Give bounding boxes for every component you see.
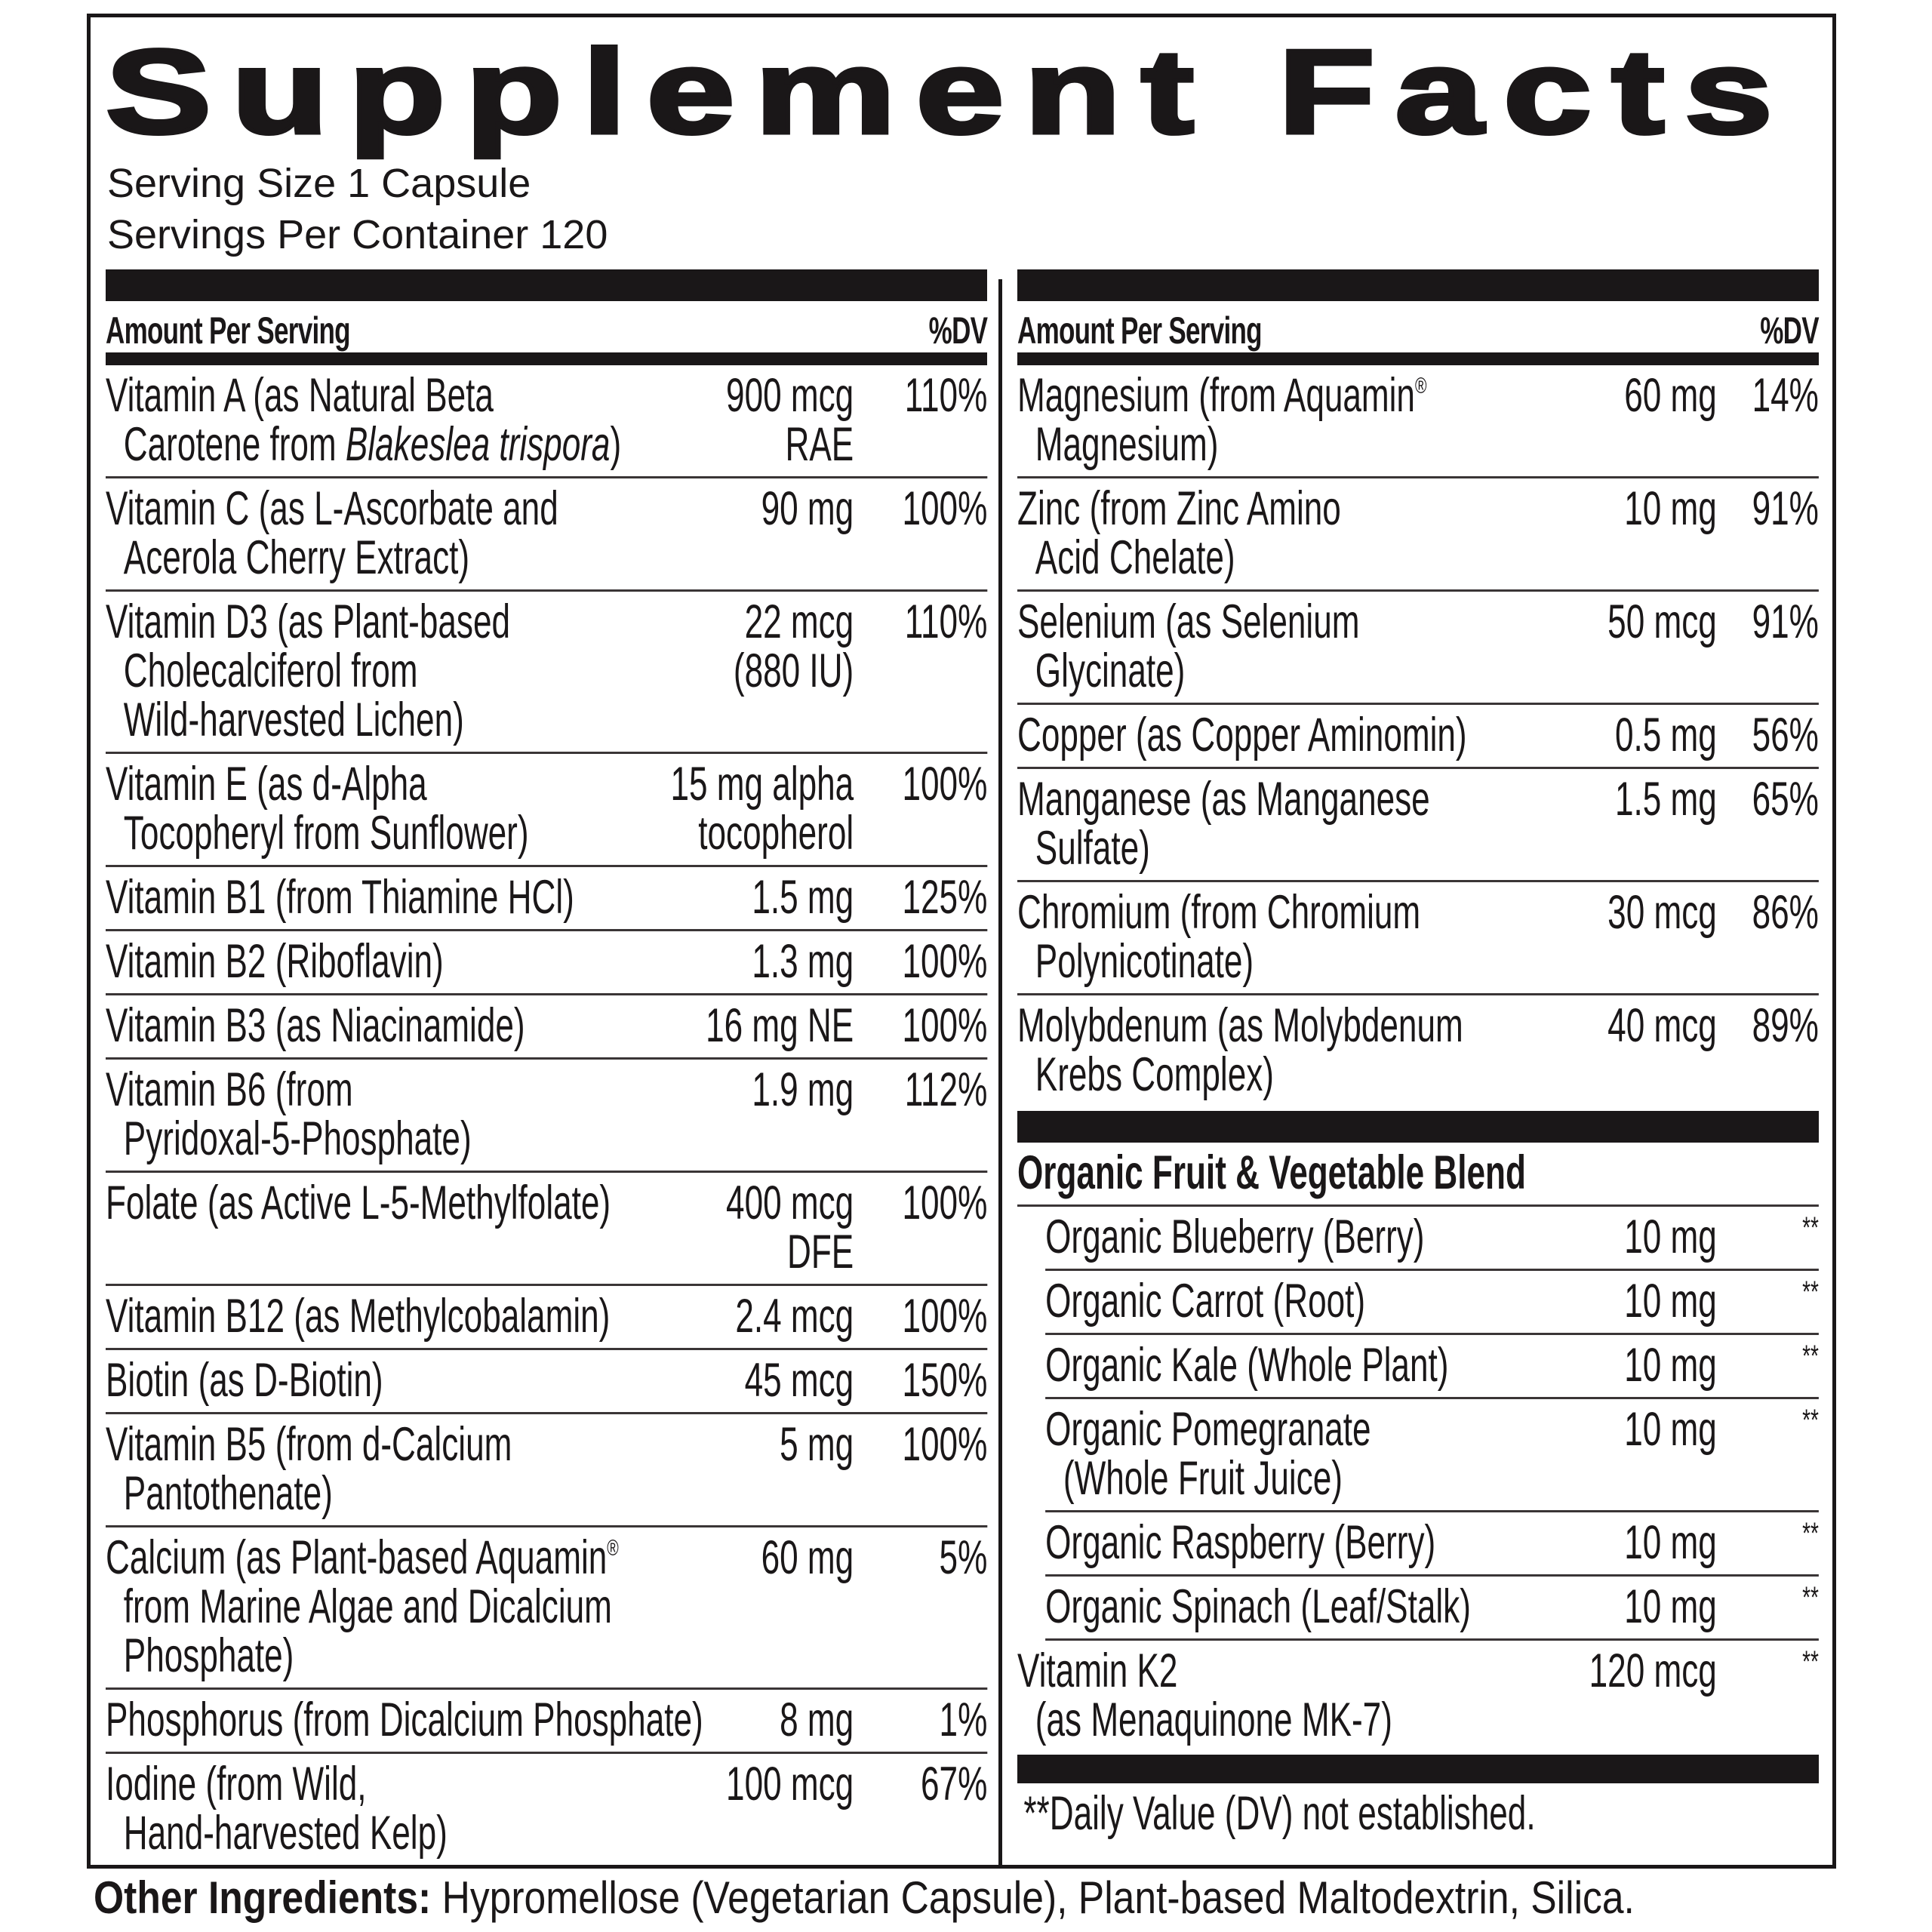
nutrient-row (106, 478, 987, 592)
name-text: Vitamin B12 (as Methylcobalamin) (106, 1290, 611, 1343)
nutrient-name (106, 1063, 988, 1165)
name-text: Vitamin E (as d-Alpha (106, 758, 427, 811)
amount-line: 10 mg (1624, 1211, 1717, 1263)
amount-line: 8 mg (780, 1694, 854, 1746)
name-text: Wild-harvested Lichen) (123, 694, 464, 746)
nutrient-row (106, 1060, 987, 1173)
name-text: ) (610, 418, 622, 471)
amount (761, 482, 854, 535)
nutrient-row (106, 1754, 987, 1865)
nutrient-table-left (106, 365, 987, 1865)
name-text: Pyridoxal-5-Phosphate) (123, 1112, 472, 1165)
blend-bar (1017, 1111, 1819, 1143)
nutrient-name (106, 1356, 987, 1405)
amount (1607, 888, 1717, 937)
other-ingredients (94, 1872, 1635, 1924)
name-text: Phosphorus (from Dicalcium Phosphate) (106, 1694, 703, 1746)
nutrient-row (106, 931, 987, 995)
name-line (106, 1001, 987, 1051)
left-column (106, 269, 987, 1865)
name-line (1045, 1454, 1819, 1503)
amount-line: 900 mcg (726, 369, 854, 422)
name-line (106, 809, 987, 858)
name-line (106, 1292, 987, 1341)
right-column (1017, 269, 1819, 1844)
nutrient-row (106, 867, 987, 931)
amount-line: 2.4 mcg (735, 1290, 854, 1343)
nutrient-row (106, 754, 987, 867)
amount (780, 1696, 854, 1745)
amount (1589, 1644, 1717, 1697)
column-divider (998, 279, 1002, 1869)
k2-table (1017, 1641, 1819, 1752)
amount-line: 60 mg (761, 1531, 854, 1584)
nutrient-table-right (1017, 365, 1819, 1106)
name-line (106, 937, 987, 986)
amount-line: 15 mg alpha (670, 758, 854, 811)
name-text: Vitamin B5 (from d-Calcium (106, 1418, 512, 1471)
daily-value: 86% (1752, 886, 1819, 939)
daily-value: ** (1802, 1517, 1819, 1550)
nutrient-name (106, 482, 988, 584)
daily-value: ** (1802, 1275, 1819, 1309)
name-text: Magnesium) (1035, 418, 1219, 471)
nutrient-row (1045, 1335, 1819, 1399)
nutrient-row (1017, 1641, 1819, 1752)
name-text: Carotene from (123, 418, 346, 471)
amount-line: 10 mg (1624, 1580, 1717, 1633)
daily-value: 1% (939, 1694, 988, 1746)
amount (1624, 371, 1717, 420)
amount (726, 1760, 854, 1809)
amount (1624, 1518, 1717, 1567)
amount-line: 16 mg NE (706, 999, 854, 1052)
name-text: Tocopheryl from Sunflower) (123, 807, 529, 860)
name-line (106, 760, 987, 809)
nutrient-name (106, 1760, 987, 1858)
amount (1607, 1001, 1717, 1051)
amount (1607, 595, 1717, 648)
nutrient-row (1045, 1577, 1819, 1641)
amount (745, 1356, 854, 1405)
daily-value: 14% (1752, 369, 1819, 422)
name-line (106, 531, 987, 584)
other-ingredients-text: Hypromellose (Vegetarian Capsule), Plant-based Maltodextrin, Silica. (431, 1872, 1635, 1923)
name-text: Organic Spinach (Leaf/Stalk) (1045, 1580, 1471, 1633)
name-text: Chromium (from Chromium (1017, 886, 1421, 939)
name-line (1017, 1048, 1819, 1101)
name-text: Vitamin C (as L-Ascorbate and (106, 482, 558, 535)
name-line (1017, 1696, 1819, 1745)
daily-value: 110% (904, 369, 988, 422)
daily-value: 100% (902, 758, 988, 811)
daily-value: 112% (904, 1063, 988, 1116)
name-text: Polynicotinate) (1035, 935, 1254, 988)
amount (735, 1292, 854, 1341)
name-text: Krebs Complex) (1035, 1048, 1274, 1101)
name-text: Magnesium (from Aquamin (1017, 369, 1415, 422)
daily-value: 100% (902, 482, 988, 535)
amount-line: DFE (787, 1226, 854, 1278)
amount (670, 760, 854, 858)
nutrient-row (106, 1350, 987, 1414)
name-text: Molybdenum (as Molybdenum (1017, 999, 1463, 1052)
daily-value: ** (1802, 1340, 1819, 1373)
nutrient-row (106, 592, 987, 754)
name-text: Vitamin D3 (as Plant-based (106, 595, 511, 648)
amount-line: RAE (785, 418, 854, 471)
name-line (106, 873, 987, 922)
nutrient-row (1045, 1207, 1819, 1271)
amount-line: 40 mcg (1607, 999, 1717, 1052)
amount (706, 1001, 854, 1051)
amount-line: 400 mcg (726, 1177, 854, 1229)
name-text: Biotin (as D-Biotin) (106, 1354, 383, 1407)
name-text: Organic Kale (Whole Plant) (1045, 1339, 1449, 1392)
daily-value: 100% (902, 1290, 988, 1343)
amount (752, 937, 854, 986)
name-text: Acerola Cherry Extract) (123, 531, 470, 584)
nutrient-row (106, 1527, 987, 1690)
nutrient-row (1017, 882, 1819, 995)
amount-line: 1.9 mg (752, 1063, 854, 1116)
amount-line: 10 mg (1624, 1516, 1717, 1569)
registered-mark: ® (607, 1536, 619, 1561)
amount-line: tocopherol (698, 807, 854, 860)
nutrient-row (106, 1173, 987, 1286)
name-line (1017, 647, 1819, 696)
amount (780, 1420, 854, 1469)
nutrient-row (106, 995, 987, 1060)
amount-line: 22 mcg (744, 595, 854, 648)
other-ingredients-label: Other Ingredients: (94, 1872, 432, 1923)
name-text: Cholecalciferol from (123, 645, 418, 697)
name-text: Glycinate) (1035, 645, 1186, 697)
name-text: Vitamin B2 (Riboflavin) (106, 935, 444, 988)
nutrient-row (1017, 705, 1819, 769)
nutrient-name (106, 1292, 987, 1341)
name-text: Organic Pomegranate (1045, 1403, 1371, 1456)
name-line (106, 1580, 987, 1633)
nutrient-row (1017, 995, 1819, 1106)
name-line (106, 595, 988, 648)
servings-per-container: Servings Per Container 120 (107, 212, 608, 257)
blend-table (1017, 1207, 1819, 1641)
name-text: Calcium (as Plant-based Aquamin (106, 1531, 608, 1584)
name-text: Vitamin B6 (from (106, 1063, 353, 1116)
daily-value: ** (1802, 1581, 1819, 1614)
name-text: Organic Carrot (Root) (1045, 1275, 1366, 1327)
nutrient-row (1017, 365, 1819, 478)
amount (1615, 775, 1717, 824)
amount-line: 90 mg (761, 482, 854, 535)
footnote: **Daily Value (DV) not established. (1023, 1787, 1536, 1840)
nutrient-row (106, 1414, 987, 1527)
amount-line: 50 mcg (1607, 595, 1717, 648)
nutrient-name (106, 595, 988, 746)
nutrient-row (1017, 769, 1819, 882)
name-text: Sulfate) (1035, 822, 1150, 875)
amount (752, 873, 854, 922)
daily-value: 100% (902, 1418, 988, 1471)
amount-line: 10 mg (1624, 1275, 1717, 1327)
amount (752, 1063, 854, 1116)
name-line (1017, 420, 1819, 469)
daily-value: 56% (1752, 709, 1819, 761)
daily-value: 91% (1752, 595, 1819, 648)
nutrient-row (106, 365, 987, 478)
name-line (106, 696, 987, 745)
amount (726, 1179, 854, 1277)
name-line (106, 1629, 987, 1682)
nutrient-name (106, 1531, 988, 1682)
name-line (106, 482, 988, 535)
amount-line: 5 mg (780, 1418, 854, 1471)
name-text: from Marine Algae and Dicalcium (123, 1580, 612, 1633)
dv-label: %DV (1760, 309, 1819, 352)
amount-line: 0.5 mg (1614, 709, 1717, 761)
amount (733, 595, 854, 697)
name-line (106, 1469, 987, 1518)
nutrient-name (106, 371, 987, 469)
daily-value: 100% (902, 935, 988, 988)
nutrient-name (106, 1179, 987, 1277)
nutrient-row (1045, 1271, 1819, 1335)
blend-title: Organic Fruit & Vegetable Blend (1017, 1143, 1819, 1207)
daily-value: 100% (902, 999, 988, 1052)
name-line (106, 371, 987, 420)
daily-value: ** (1802, 1211, 1819, 1244)
nutrient-name (106, 873, 987, 922)
daily-value: 110% (904, 595, 988, 648)
serving-size: Serving Size 1 Capsule (107, 161, 531, 206)
amount-line: 120 mcg (1589, 1644, 1717, 1697)
name-text: Selenium (as Selenium (1017, 595, 1360, 648)
name-text: Folate (as Active L-5-Methylfolate) (106, 1177, 611, 1229)
amount-line: 10 mg (1624, 482, 1717, 535)
amount (726, 371, 854, 469)
nutrient-name (106, 1696, 987, 1745)
amount (1624, 1341, 1717, 1390)
name-text: Vitamin A (as Natural Beta (106, 369, 494, 422)
daily-value: 67% (921, 1758, 988, 1810)
amount-line: 100 mcg (726, 1758, 854, 1810)
name-line (106, 1531, 988, 1584)
amount (761, 1531, 854, 1584)
nutrient-row (106, 1690, 987, 1754)
name-text: Copper (as Copper Aminomin) (1017, 709, 1467, 761)
daily-value: ** (1802, 1404, 1819, 1437)
daily-value: 100% (902, 1177, 988, 1229)
amount-line: 1.5 mg (752, 871, 854, 924)
nutrient-name (106, 937, 987, 986)
amount-line: 10 mg (1624, 1339, 1717, 1392)
name-line (106, 1809, 987, 1858)
header-rule (106, 352, 987, 365)
name-text: (as Menaquinone MK-7) (1035, 1694, 1392, 1746)
daily-value: 65% (1752, 773, 1819, 826)
amount (1624, 1580, 1717, 1633)
name-line (106, 420, 987, 469)
amount-line: 1.3 mg (752, 935, 854, 988)
name-line (106, 1063, 988, 1116)
name-text: Pantothenate) (123, 1467, 333, 1520)
name-text: Vitamin K2 (1017, 1644, 1178, 1697)
name-text: Organic Blueberry (Berry) (1045, 1211, 1425, 1263)
name-text: (Whole Fruit Juice) (1063, 1452, 1343, 1505)
daily-value: 91% (1752, 482, 1819, 535)
amount (1624, 482, 1717, 535)
name-line (1017, 531, 1819, 584)
name-text: Acid Chelate) (1035, 531, 1235, 584)
nutrient-name (106, 760, 987, 858)
name-line (106, 1420, 987, 1469)
amount-line: 60 mg (1624, 369, 1717, 422)
name-line (106, 1696, 987, 1745)
name-line (106, 1179, 987, 1228)
name-text: Zinc (from Zinc Amino (1017, 482, 1341, 535)
daily-value: 150% (902, 1354, 988, 1407)
dv-label: %DV (928, 309, 988, 352)
name-line (106, 647, 987, 696)
name-text: Phosphate) (123, 1629, 294, 1682)
amount-line: 1.5 mg (1614, 773, 1717, 826)
amount-line: 10 mg (1624, 1403, 1717, 1456)
name-text: Vitamin B3 (as Niacinamide) (106, 999, 525, 1052)
label-title: Supplement Facts (106, 26, 1793, 158)
amount-line: (880 IU) (733, 645, 854, 697)
amount-line: 30 mcg (1607, 886, 1717, 939)
amount (1624, 1213, 1717, 1262)
amount-per-serving-label: Amount Per Serving (106, 309, 350, 352)
amount (1624, 1277, 1717, 1326)
name-text: Iodine (from Wild, (106, 1758, 367, 1810)
amount-per-serving-label: Amount Per Serving (1017, 309, 1262, 352)
nutrient-row (1045, 1512, 1819, 1577)
daily-value: ** (1802, 1645, 1819, 1678)
nutrient-row (1017, 592, 1819, 705)
amount (1615, 711, 1717, 760)
column-header (1017, 301, 1819, 352)
nutrient-row (1017, 478, 1819, 592)
daily-value: 89% (1752, 999, 1819, 1052)
name-line (1017, 824, 1819, 873)
amount (1624, 1405, 1717, 1454)
amount-line: 45 mcg (744, 1354, 854, 1407)
name-text: Manganese (as Manganese (1017, 773, 1430, 826)
nutrient-row (106, 1286, 987, 1350)
daily-value: 5% (939, 1531, 988, 1584)
header-bar (106, 269, 987, 301)
name-line (106, 1760, 987, 1809)
name-text: Hand-harvested Kelp) (123, 1807, 448, 1860)
name-line (106, 1112, 987, 1165)
column-header (106, 301, 987, 352)
nutrient-row (1045, 1399, 1819, 1512)
daily-value: 125% (902, 871, 988, 924)
header-rule (1017, 352, 1819, 365)
nutrient-name (106, 1420, 987, 1518)
name-text: Vitamin B1 (from Thiamine HCl) (106, 871, 574, 924)
species-name: Blakeslea trispora (345, 418, 611, 471)
registered-mark: ® (1414, 374, 1427, 398)
name-text: Organic Raspberry (Berry) (1045, 1516, 1436, 1569)
name-line (106, 1356, 987, 1405)
header-bar (1017, 269, 1819, 301)
footer-bar (1017, 1755, 1819, 1783)
nutrient-name (106, 1001, 987, 1051)
name-line (1017, 937, 1819, 986)
